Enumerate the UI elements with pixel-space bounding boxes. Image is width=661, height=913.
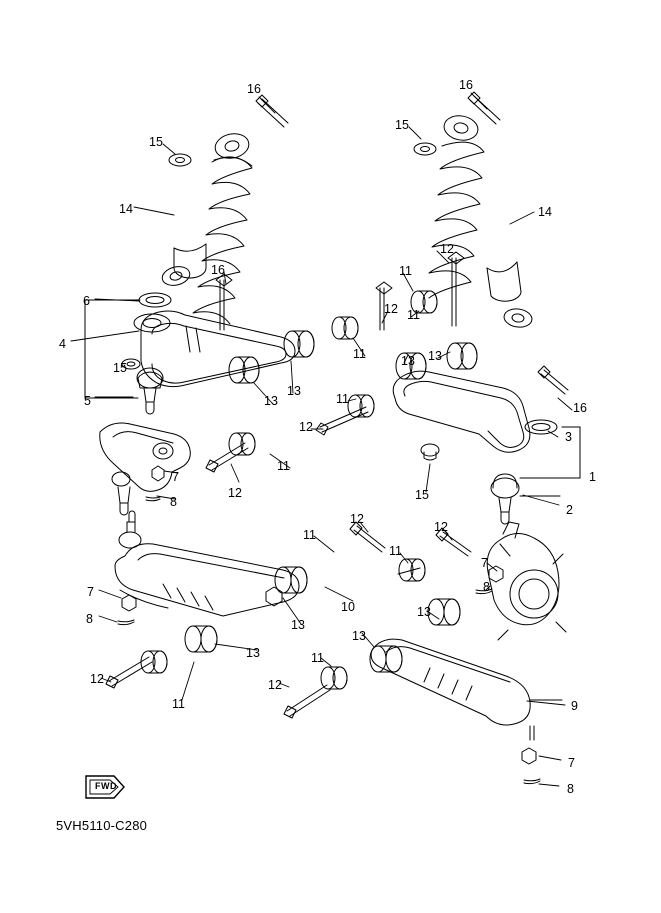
callout-number: 12 [299,420,313,434]
callout-number: 8 [170,495,177,509]
callout-number: 11 [277,459,290,473]
bushing [185,626,217,652]
callout-number: 15 [113,361,127,375]
small-parts-left [85,293,171,414]
callout-number: 8 [567,782,574,796]
small-bushings [141,291,437,689]
callout-number: 11 [172,697,185,711]
callout-number: 13 [264,394,278,408]
callout-number: 2 [566,503,573,517]
callout-number: 15 [415,488,429,502]
part-code-label: 5VH5110-C280 [56,818,148,833]
callout-number: 11 [407,308,420,322]
bushing [370,646,402,672]
bushing [275,567,307,593]
callout-number: 8 [483,580,490,594]
callout-number: 12 [90,672,104,686]
callout-number: 11 [311,651,324,665]
bushing [229,357,259,383]
callout-number: 13 [428,349,442,363]
callout-number: 13 [401,354,415,368]
lower-arm-right [370,599,562,784]
bolts-right-upper [216,252,568,394]
bushing [428,599,460,625]
callout-number: 7 [87,585,94,599]
callout-number: 12 [434,520,448,534]
callout-number: 7 [481,556,488,570]
callout-number: 11 [389,544,402,558]
callout-number: 5 [84,394,91,408]
callout-number: 11 [303,528,316,542]
callout-number: 8 [86,612,93,626]
callout-number: 14 [119,202,133,216]
callout-number: 12 [350,512,364,526]
callout-number: 13 [417,605,431,619]
callout-number: 12 [268,678,282,692]
bushing [284,331,314,357]
fwd-label: FWD [95,781,117,791]
fwd-badge [84,772,126,802]
callout-number: 4 [59,337,66,351]
callout-number: 12 [384,302,398,316]
callout-number: 11 [399,264,412,278]
callout-number: 13 [352,629,366,643]
callout-number: 11 [353,347,366,361]
lower-arm-left [115,511,307,652]
callout-number: 15 [395,118,409,132]
callout-number: 15 [149,135,163,149]
shock-absorber-right [414,92,533,329]
callout-number: 9 [571,699,578,713]
callout-number: 6 [83,294,90,308]
callout-number: 13 [287,384,301,398]
callout-number: 7 [172,470,179,484]
callout-number: 12 [228,486,242,500]
callout-number: 16 [459,78,473,92]
callout-number: 16 [247,82,261,96]
callout-number: 14 [538,205,552,219]
callout-number: 16 [211,263,225,277]
callout-number: 13 [291,618,305,632]
callout-number: 1 [589,470,596,484]
callout-number: 3 [565,430,572,444]
bushing [447,343,477,369]
callout-number: 16 [573,401,587,415]
callout-number: 7 [568,756,575,770]
callout-number: 11 [336,392,349,406]
callout-number: 10 [341,600,355,614]
callout-number: 12 [440,242,454,256]
callout-number: 13 [246,646,260,660]
